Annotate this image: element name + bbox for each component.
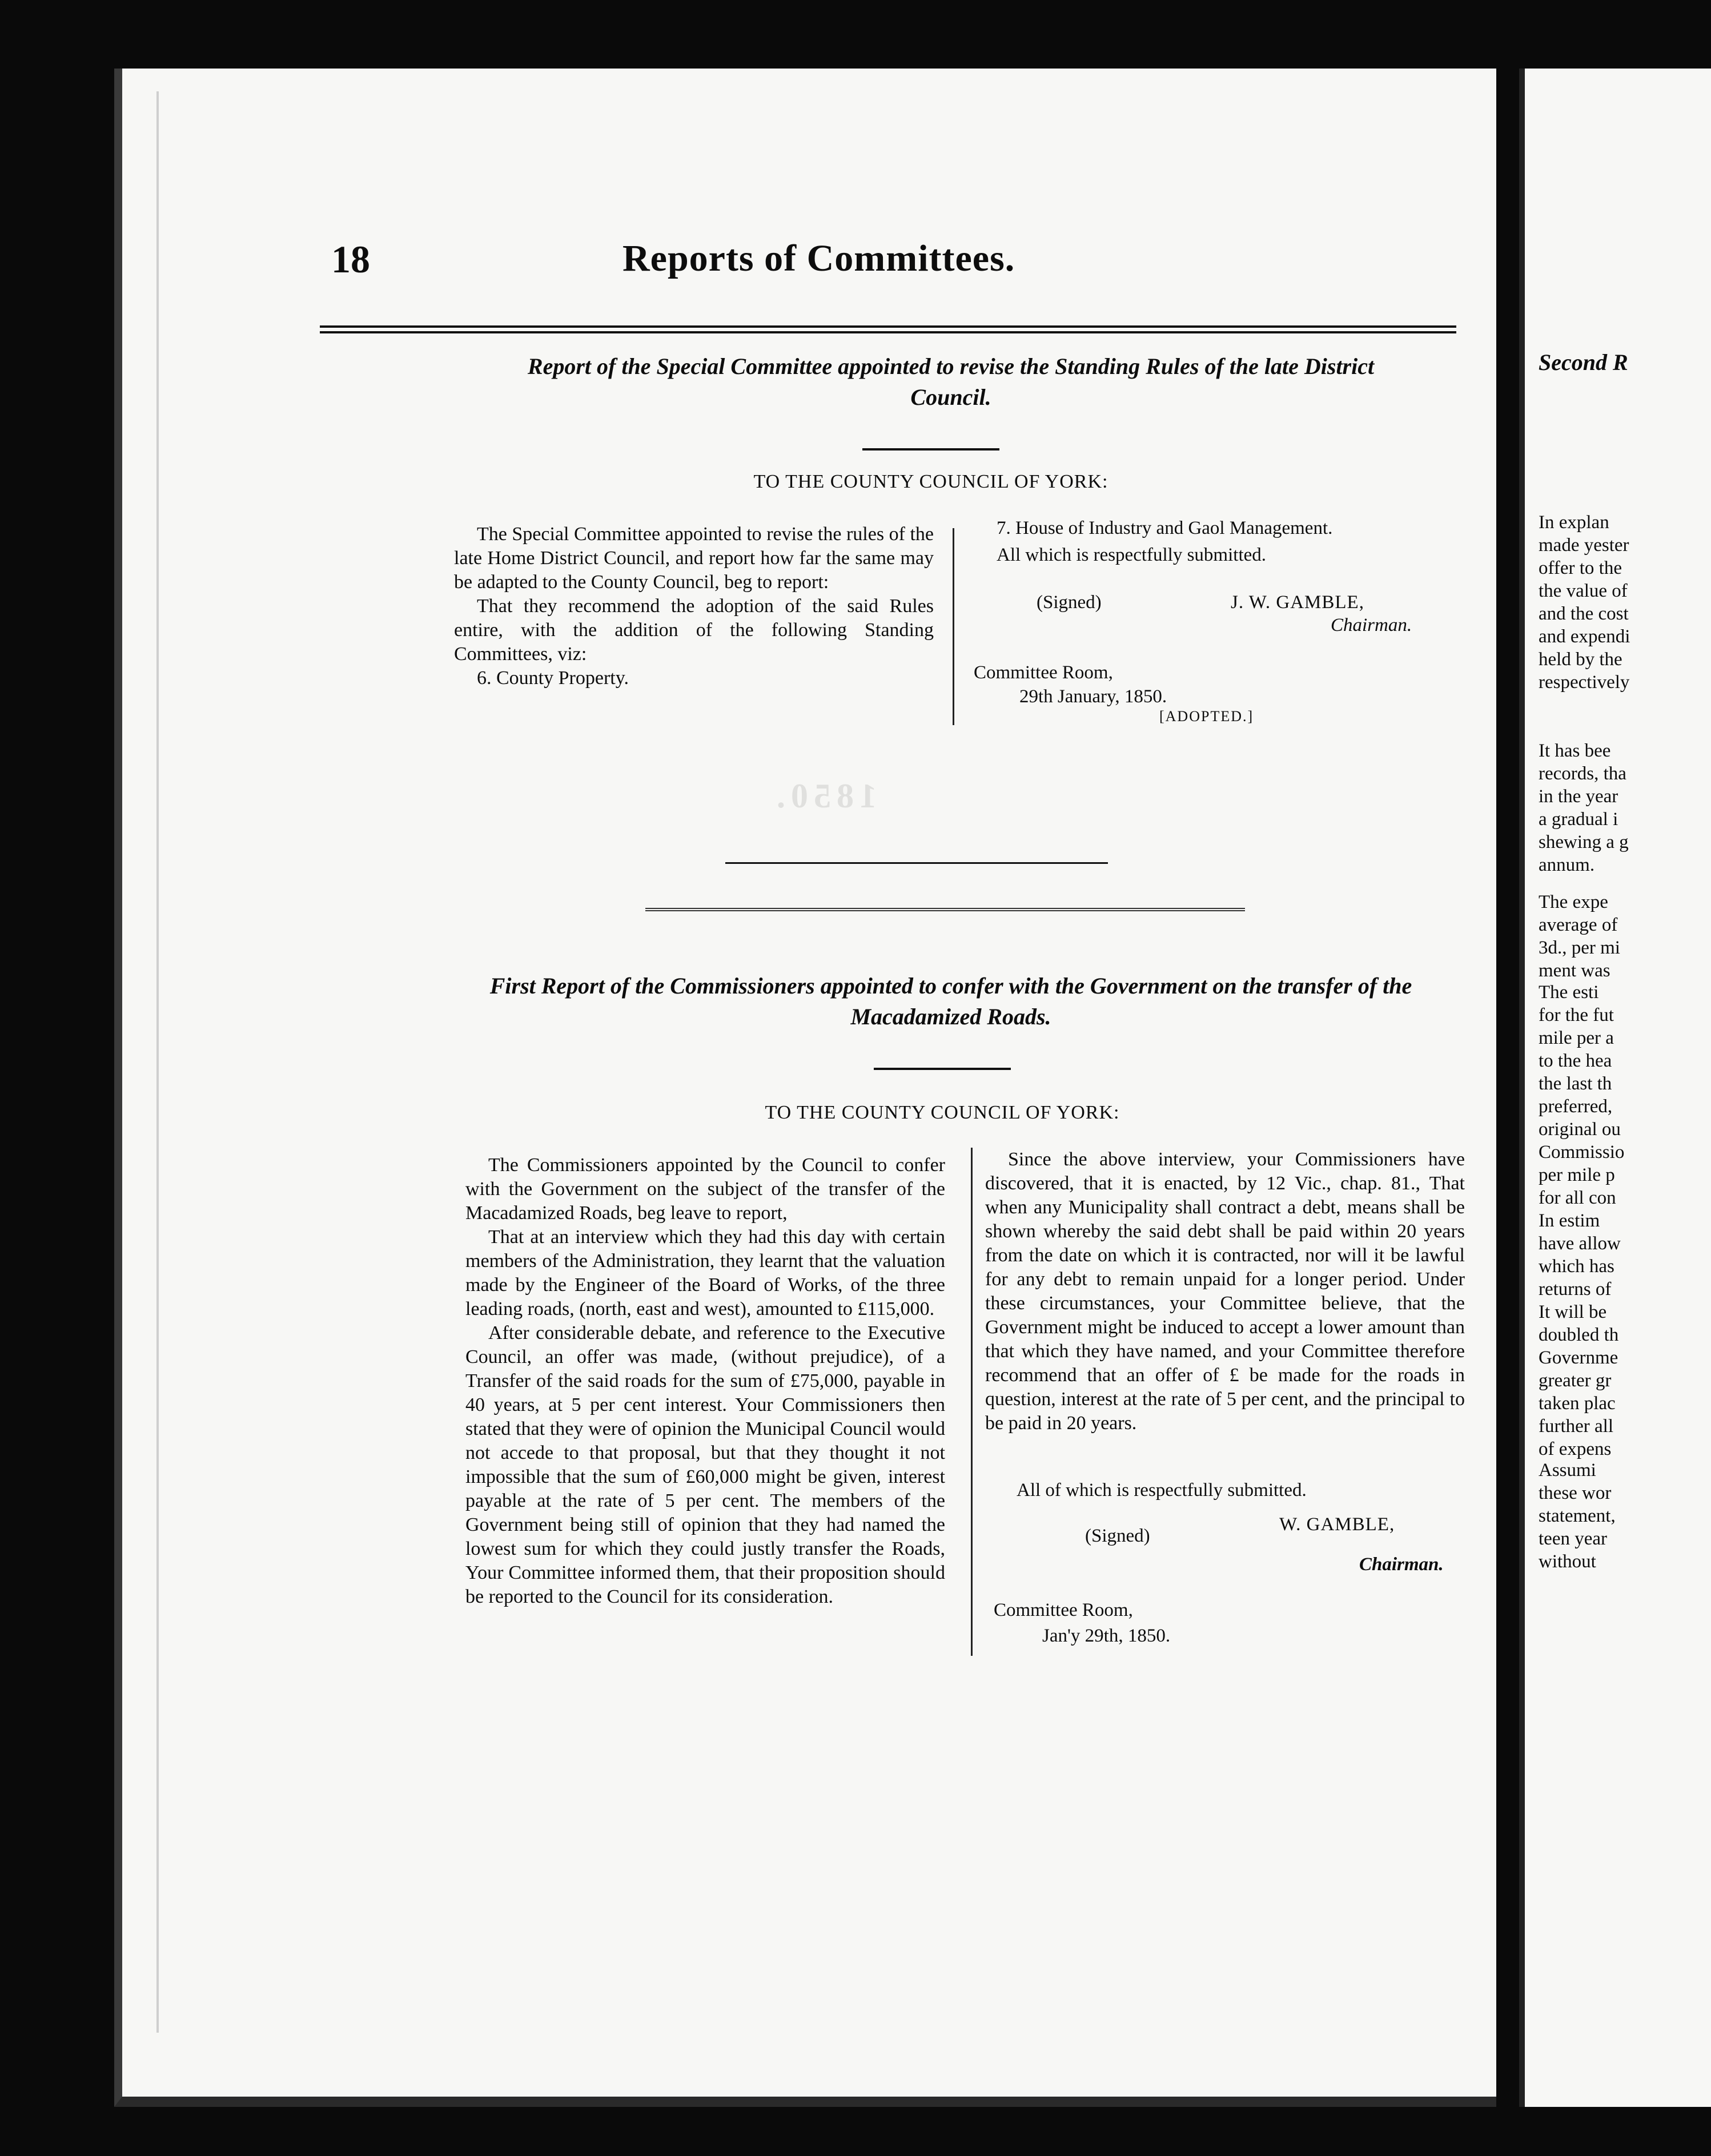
separator-rule-1 (725, 862, 1108, 864)
report2-left-paragraph-2: That at an interview which they had this day with certain members of the Administration, they learnt that the valuation made by the Engineer of the Board of Works, of the three leading roads, (north, east and west), amounted to £115,000. (465, 1226, 945, 1320)
facing-page-line: preferred, (1539, 1096, 1613, 1117)
report2-signer: W. GAMBLE, (1279, 1514, 1395, 1535)
facing-page-line: made yester (1539, 535, 1629, 556)
report1-left-column (454, 522, 934, 690)
report1-title-line2: Council. (910, 384, 991, 410)
facing-page-line: have allow (1539, 1233, 1621, 1254)
report2-title-line2: Macadamized Roads. (850, 1004, 1051, 1029)
separator-rule-2 (645, 908, 1245, 911)
facing-page-line: without (1539, 1551, 1596, 1572)
facing-page (1519, 69, 1711, 2107)
facing-page-line: Commissio (1539, 1142, 1625, 1163)
report1-signed: (Signed) (1037, 592, 1102, 613)
facing-page-heading: Second R (1539, 349, 1628, 375)
facing-page-line: a gradual i (1539, 809, 1618, 830)
facing-page-line: these wor (1539, 1483, 1612, 1503)
facing-page-line: held by the (1539, 649, 1622, 670)
header-rule (320, 325, 1456, 333)
facing-page-line: It has bee (1539, 741, 1611, 761)
report2-signed: (Signed) (1085, 1526, 1150, 1546)
facing-page-line: teen year (1539, 1528, 1607, 1549)
report2-title (440, 971, 1462, 1032)
page-binding-edge (156, 91, 159, 2033)
facing-page-line: records, tha (1539, 763, 1626, 784)
facing-page-line: average of (1539, 915, 1618, 935)
facing-page-line: In explan (1539, 512, 1609, 533)
facing-page-line: taken plac (1539, 1393, 1616, 1414)
facing-page-line: for the fut (1539, 1005, 1614, 1025)
facing-page-line: Assumi (1539, 1460, 1596, 1481)
report1-submitted: All which is respectfully submitted. (997, 545, 1267, 565)
facing-page-line: In estim (1539, 1210, 1600, 1231)
report2-room: Committee Room, (994, 1600, 1133, 1620)
facing-page-line: mile per a (1539, 1028, 1614, 1048)
facing-page-line: further all (1539, 1416, 1614, 1437)
facing-page-line: the last th (1539, 1073, 1612, 1094)
report2-column-divider (971, 1148, 973, 1656)
report1-item-6: 6. County Property. (477, 667, 629, 689)
report1-signer-title: Chairman. (1331, 615, 1412, 635)
report1-date: 29th January, 1850. (1019, 686, 1167, 707)
report1-column-divider (953, 528, 954, 725)
facing-page-line: annum. (1539, 855, 1595, 875)
report1-title-line1: Report of the Special Committee appointed to revise the Standing Rules of the late District (527, 353, 1375, 379)
facing-page-line: shewing a g (1539, 832, 1629, 852)
report1-signer: J. W. GAMBLE, (1231, 592, 1364, 613)
report1-status: [ADOPTED.] (1159, 708, 1254, 725)
facing-page-line: the value of (1539, 581, 1628, 601)
report2-title-line1: First Report of the Commissioners appointed to confer with the Government on the transfer of the (489, 973, 1412, 999)
facing-page-line: 3d., per mi (1539, 938, 1620, 958)
facing-page-line: to the hea (1539, 1051, 1612, 1071)
facing-page-line: which has (1539, 1256, 1614, 1277)
facing-page-line: It will be (1539, 1302, 1607, 1322)
report1-left-paragraph-2: That they recommend the adoption of the said Rules entire, with the addition of the following Standing Committees, viz: (454, 596, 934, 665)
report2-left-paragraph-3: After considerable debate, and reference to the Executive Council, an offer was made, (without prejudice), of a Transfer of the said roads for the sum of £75,000, payable in 40 years, at 5 per cent interest. Your Commissioners then stated that they were of opinion the Municipal Council would not accede to that proposal, but that they thought it not impossible that the sum of £60,000 might be given, interest payable at the rate of 5 per cent. The members of the Government being still of opinion that they had named the lowest sum for which they could justly transfer the Roads, Your Committee informed them, that their proposition should be reported to the Council for its consideration. (465, 1322, 945, 1607)
facing-page-line: respectively (1539, 672, 1630, 693)
facing-page-line: doubled th (1539, 1325, 1619, 1345)
report2-submitted: All of which is respectfully submitted. (1017, 1480, 1307, 1501)
report2-right-paragraph-1: Since the above interview, your Commissioners have discovered, that it is enacted, by 12 Vic., chap. 81., That when any Municipality shall contract a debt, means shall be shown whereby the said debt shall be paid within 20 years from the date on which it is contracted, nor will it be lawful for any debt to remain unpaid for a longer period. Under these circumstances, your Committee believe, that the Government might be induced to accept a lower amount than that which they have named, and your Committee therefore recommend that an offer of £ be made for the roads in question, interest at the rate of 5 per cent, and the principal to be paid in 20 years. (985, 1149, 1465, 1434)
facing-page-line: Governme (1539, 1348, 1618, 1368)
facing-page-line: greater gr (1539, 1370, 1612, 1391)
facing-page-line: original ou (1539, 1119, 1621, 1140)
report1-item-7: 7. House of Industry and Gaol Management. (997, 518, 1333, 538)
report2-signer-title: Chairman. (1359, 1554, 1444, 1575)
report1-left-paragraph-1: The Special Committee appointed to revise the rules of the late Home District Council, and report how far the same may be adapted to the County Council, beg to report: (454, 524, 934, 593)
report2-date: Jan'y 29th, 1850. (1042, 1626, 1171, 1646)
report1-title-rule (862, 448, 999, 450)
facing-page-line: The esti (1539, 982, 1599, 1003)
facing-page-line: per mile p (1539, 1165, 1615, 1185)
report1-addressee: TO THE COUNTY COUNCIL OF YORK: (753, 471, 1108, 492)
facing-page-line: returns of (1539, 1279, 1612, 1300)
report2-left-paragraph-1: The Commissioners appointed by the Council to confer with the Government on the subject of the transfer of the Macadamized Roads, beg leave to report, (465, 1155, 945, 1224)
report1-title (440, 351, 1462, 413)
facing-page-line: for all con (1539, 1188, 1616, 1208)
facing-page-line: and expendi (1539, 626, 1630, 647)
facing-page-line: offer to the (1539, 558, 1622, 578)
facing-page-line: ment was (1539, 960, 1610, 981)
facing-page-line: in the year (1539, 786, 1618, 807)
facing-page-line: and the cost (1539, 604, 1629, 624)
show-through-text: 1850. (771, 777, 877, 815)
report2-addressee: TO THE COUNTY COUNCIL OF YORK: (765, 1102, 1120, 1123)
report1-room: Committee Room, (974, 662, 1113, 683)
report2-left-column (465, 1153, 945, 1609)
report2-title-rule (874, 1068, 1011, 1070)
facing-page-line: of expens (1539, 1439, 1612, 1459)
report2-right-column (985, 1148, 1465, 1435)
facing-page-line: The expe (1539, 892, 1608, 912)
facing-page-line: statement, (1539, 1506, 1616, 1526)
page-number: 18 (331, 238, 370, 281)
running-head: Reports of Committees. (622, 238, 1015, 279)
